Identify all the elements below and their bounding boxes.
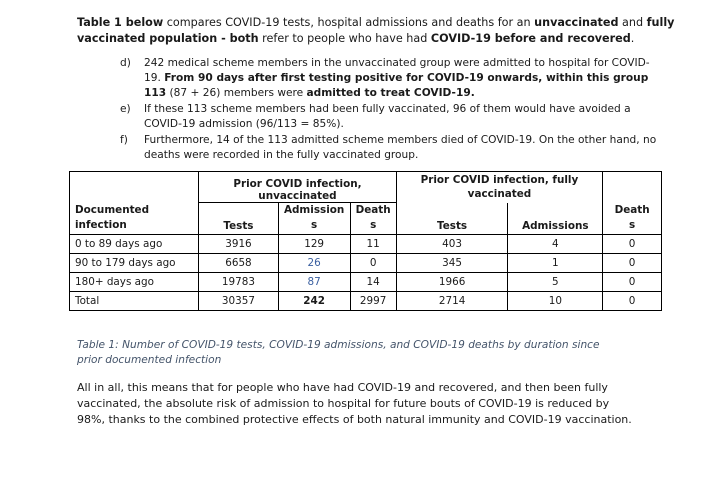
header-deaths-vax-line2: s [629,219,636,231]
cell-vax-deaths: 0 [603,253,662,272]
item-d-text-1: 242 medical scheme members in the unvaccinated group were admitted to hospital for COVID-19. [144,57,650,84]
list-marker: e) [120,103,131,115]
header-deaths-vax [603,203,662,235]
intro-bold-1: Table 1 below [77,16,164,29]
table-row-total [70,291,662,310]
header-deaths-vax-line1: Death [614,204,650,216]
header-documented-infection [70,203,199,235]
header-admissions-line2: s [311,219,318,232]
list-item-f [120,133,660,163]
row-label: 90 to 179 days ago [70,253,199,272]
list-item-d [120,56,660,101]
header-infection-line2: infection [75,219,127,231]
list-item-e [120,102,660,132]
header-deaths-unvax [350,203,396,235]
intro-bold-5: fully vaccinated population - both [77,16,675,45]
intro-text-6: refer to people who have had [258,32,431,45]
cell-unvax-deaths: 14 [350,272,396,291]
item-d-bold-3: 90 days after first testing positive for COVID-19 onwards, within this group [194,72,649,84]
header-deaths-line2: s [370,219,377,232]
cell-unvax-admissions: 129 [278,234,350,253]
cell-unvax-tests: 3916 [199,234,278,253]
cell-unvax-admissions: 87 [278,272,350,291]
findings-list [120,56,660,164]
conclusion-paragraph: All in all, this means that for people who have had COVID-19 and recovered, and then been fully vaccinated, the absolute risk of admission to hospital for future bouts of COVID-19 is reduced by 98%, thanks to the combined protective effects of both natural immunity and COVID-19 vaccination. [77,381,632,426]
table-row [70,234,662,253]
intro-bold-3: unvaccinated [534,16,619,29]
header-empty-cell-2 [603,172,662,203]
header-admissions-line1: Admission [283,204,345,217]
cell-unvax-tests: 30357 [199,291,278,310]
header-empty-cell [70,172,199,203]
header-deaths-line1: Death [355,204,391,217]
row-label: 0 to 89 days ago [70,234,199,253]
cell-unvax-admissions: 242 [278,291,350,310]
header-admissions-unvax [278,203,350,235]
cell-vax-deaths: 0 [603,272,662,291]
cell-unvax-deaths: 0 [350,253,396,272]
intro-text-4: and [618,16,647,29]
table-row [70,253,662,272]
item-d-text-5: (87 + 26) members were [166,87,307,99]
cell-vax-deaths: 0 [603,291,662,310]
intro-text-8: . [630,32,635,45]
cell-vax-tests: 403 [396,234,508,253]
header-infection-line1: Documented [75,204,150,216]
cell-vax-tests: 2714 [396,291,508,310]
cell-vax-admissions: 1 [508,253,603,272]
item-d-bold-6: admitted to treat COVID-19. [306,87,475,99]
item-d-bold-2: From [164,72,195,84]
cell-unvax-deaths: 11 [350,234,396,253]
row-label: 180+ days ago [70,272,199,291]
table-header-row-groups [70,172,662,203]
list-item-text: Furthermore, 14 of the 113 admitted scheme members died of COVID-19. On the other hand, no deaths were recorded in the fully vaccinated group. [144,134,657,161]
cell-vax-deaths: 0 [603,234,662,253]
list-item-text [144,56,660,101]
list-marker: d) [120,57,131,69]
cell-unvax-admissions: 26 [278,253,350,272]
header-admissions-vax: Admissions [508,203,603,235]
cell-vax-admissions: 10 [508,291,603,310]
header-tests-vax: Tests [396,203,508,235]
covid-data-table [69,171,662,311]
cell-unvax-tests: 6658 [199,253,278,272]
cell-vax-tests: 1966 [396,272,508,291]
intro-text-2: compares COVID-19 tests, hospital admissions and deaths for an [163,16,535,29]
table-caption: Table 1: Number of COVID-19 tests, COVID-19 admissions, and COVID-19 deaths by duration since prior documented infection [77,339,600,366]
cell-unvax-tests: 19783 [199,272,278,291]
header-tests-unvax: Tests [199,203,278,235]
cell-vax-admissions: 5 [508,272,603,291]
list-item-text: If these 113 scheme members had been fully vaccinated, 96 of them would have avoided a COVID-19 admission (96/113 = 85%). [144,103,631,130]
table-row [70,272,662,291]
cell-vax-admissions: 4 [508,234,603,253]
header-group-unvaccinated: Prior COVID infection, unvaccinated [199,172,396,203]
table-header-row [70,203,662,235]
header-group-vaccinated: Prior COVID infection, fully vaccinated [396,172,603,203]
intro-paragraph [77,15,677,47]
cell-unvax-deaths: 2997 [350,291,396,310]
intro-bold-7: COVID-19 before and recovered [430,32,631,45]
cell-vax-tests: 345 [396,253,508,272]
row-label: Total [70,291,199,310]
item-d-bold-4: 113 [144,87,167,99]
list-marker: f) [120,134,128,146]
